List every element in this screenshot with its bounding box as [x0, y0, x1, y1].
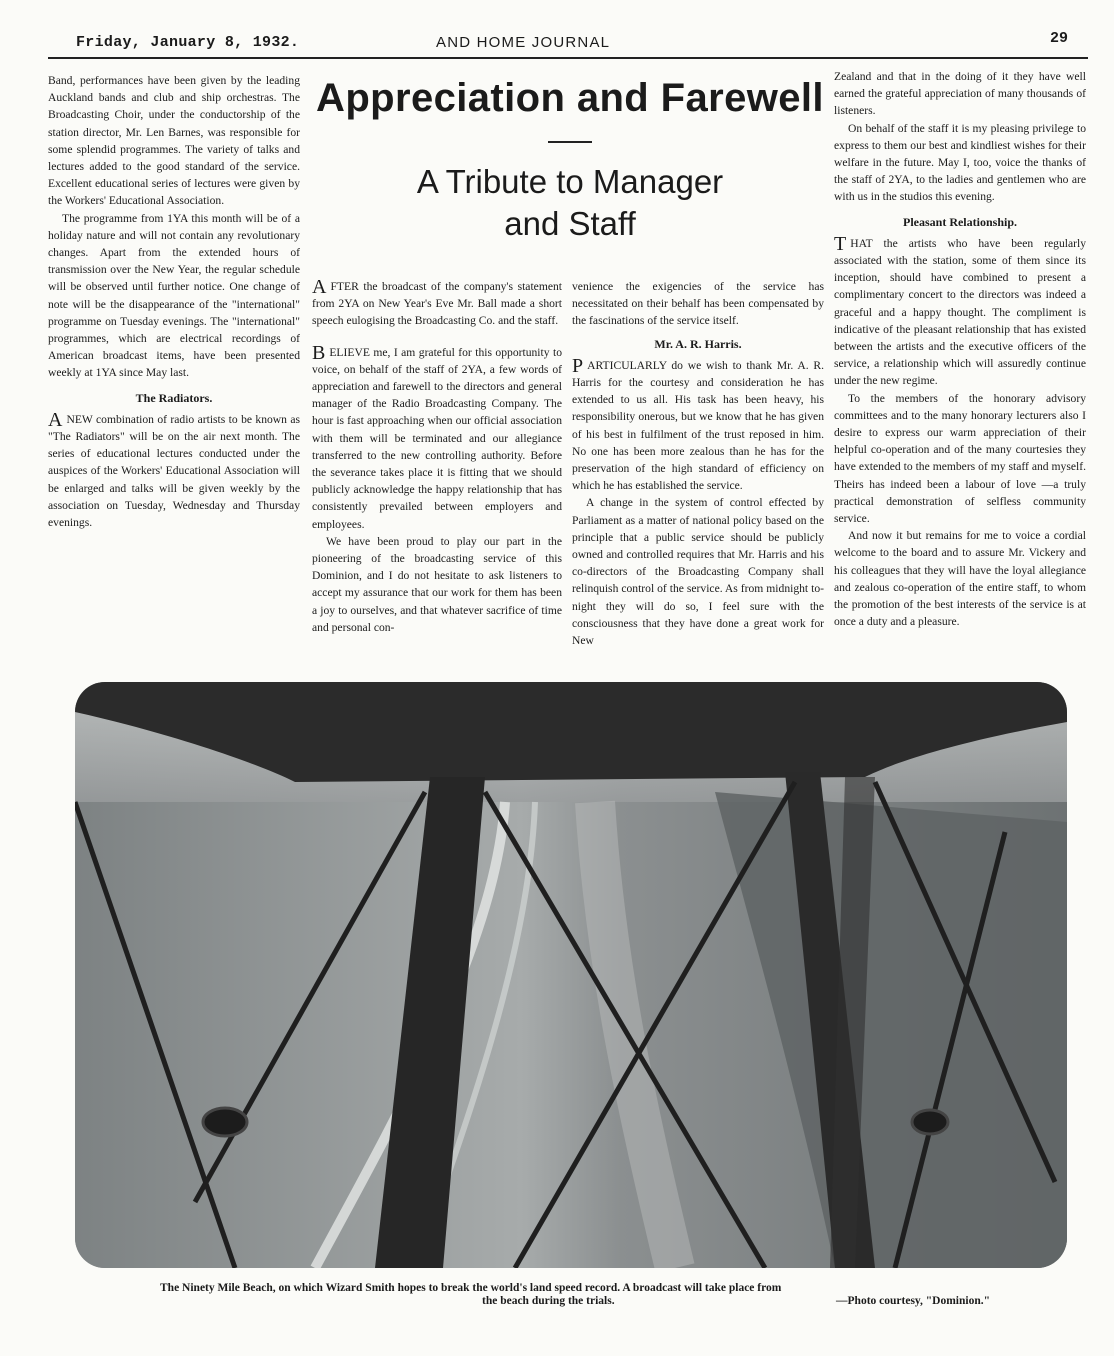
publication-name: AND HOME JOURNAL [436, 34, 611, 51]
photo-credit: —Photo courtesy, "Dominion." [836, 1295, 990, 1307]
page-number: 29 [1049, 30, 1068, 47]
col3-paragraph-1: venience the exigencies of the service has necessitated on their behalf has been compensated by the fascinations of the service itself. [572, 280, 824, 328]
article-title-block [316, 76, 824, 245]
photo-caption [160, 1282, 1000, 1308]
aerial-photo-beach [75, 682, 1067, 1268]
col4-paragraph-5: And now it but remains for me to voice a cordial welcome to the board and to assure Mr. Vickery and his colleagues that they will have the loyal allegiance and zealous co-operation of the entire staff, to whom the promotion of the best interests of the service is at once a duty and a pleasure. [834, 529, 1086, 629]
col3-heading-harris: Mr. A. R. Harris. [654, 336, 742, 351]
aerial-photo-illustration [75, 682, 1067, 1268]
column-1 [48, 72, 300, 531]
col4-paragraph-3: THAT the artists who have been regularly associated with the station, some of them since its inception, should have combined to present a complimentary concert to the directors was indeed a graceful and a happy thought. The compliment is indicative of the pleasant relationship that has existed between the artists and the executive officers of the service, a relationship which will assuredly continue under the new regime. [834, 232, 1086, 388]
column-3 [572, 278, 824, 649]
col2-paragraph-1: BELIEVE me, I am grateful for this opportunity to voice, on behalf of the staff of 2YA, a few words of appreciation and farewell to the directors and general manager of the Radio Broadcasting Company. The hour is fast approaching when our official association with them will be terminated and our allegiance transferred to the new controlling authority. Before the severance takes place it is fitting that we should publicly acknowledge the happy relationship that has consistently prevailed between employers and employees. [312, 341, 562, 531]
page-header [76, 30, 1068, 56]
col4-heading-relationship: Pleasant Relationship. [902, 214, 1017, 229]
col1-paragraph-1: Band, performances have been given by the leading Auckland bands and club and ship orchestras. The Broadcasting Choir, under the conductorship of the station director, Mr. Len Barnes, was responsible for some splendid programmes. The variety of talks and lectures added to the good standard of the service. Excellent educational series of lectures were given by the Workers' Educational Association. [48, 74, 300, 208]
drop-cap: A [48, 408, 63, 431]
col2-paragraph-2: We have been proud to play our part in the pioneering of the broadcasting service of this Dominion, and I do not hesitate to ask listeners to accept my assurance that our work for them has been a joy to ourselves, and that whatever sacrifice of time and personal con- [312, 534, 562, 634]
col1-paragraph-2: The programme from 1YA this month will be of a holiday nature and will not contain any revolutionary changes. Apart from the extended hours of transmission over the New Year, the regular schedule will be observed until further notice. One change of note will be the disappearance of the "international" programme on Tuesday evenings. The "international" programmes, which are electrical recordings of American broadcast items, have been presented weekly at 1YA since May last. [48, 211, 300, 380]
col1-heading-radiators: The Radiators. [135, 390, 213, 405]
drop-cap: P [572, 354, 584, 377]
column-2 [312, 278, 562, 636]
col4-paragraph-1: Zealand and that in the doing of it they have well earned the grateful appreciation of many thousands of listeners. [834, 70, 1086, 118]
header-rule [48, 57, 1088, 59]
col4-paragraph-4: To the members of the honorary advisory committees and to the many honorary lecturers also I desire to express our warm appreciation of their helpful co-operation and of the many courtesies they have extended to the members of my staff and myself. Theirs has indeed been a labour of love —a truly practical demonstration of selfless community service. [834, 391, 1086, 526]
drop-cap: T [834, 232, 847, 255]
col3-paragraph-3: A change in the system of control effected by Parliament as a matter of national policy based on the principle that a public service should be publicly owned and controlled requires that Mr. Harris and his co-directors of the Broadcasting Company shall relinquish control of the service. As from midnight to-night they will do so, I feel sure with the consciousness that they have done a great work for New [572, 496, 824, 648]
caption-line-2: the beach during the trials. [482, 1295, 615, 1307]
column-4 [834, 68, 1086, 631]
drop-cap: A [312, 276, 327, 298]
title-divider [548, 141, 592, 143]
col2-intro: AFTER the broadcast of the company's statement from 2YA on New Year's Eve Mr. Ball made a short speech eulogising the Broadcasting Co. and the staff. [312, 276, 562, 328]
article-subtitle: A Tribute to Manager and Staff [416, 163, 724, 242]
col1-paragraph-3: ANEW combination of radio artists to be known as "The Radiators" will be on the air next month. The series of educational lectures conducted under the auspices of the Workers' Educational Association will be enlarged and talks will be given weekly by the association on Tuesday, Wednesday and Thursday evenings. [48, 408, 300, 530]
article-title: Appreciation and Farewell [316, 76, 824, 120]
issue-date: Friday, January 8, 1932. [76, 34, 300, 51]
col3-paragraph-2: PARTICULARLY do we wish to thank Mr. A. R. Harris for the courtesy and consideration he has extended to us all. His task has been heavy, his responsibility onerous, but we know that he has given of his best in fulfilment of the trust reposed in him. No one has been more zealous than he has for the preservation of the high standard of efficiency on which he has established the service. [572, 354, 824, 493]
caption-line-1: The Ninety Mile Beach, on which Wizard Smith hopes to break the world's land speed record. A broadcast will take place from [160, 1282, 782, 1294]
drop-cap: B [312, 341, 326, 364]
col4-paragraph-2: On behalf of the staff it is my pleasing privilege to express to them our best and kindliest wishes for their welfare in the future. May I, too, voice the thanks of the staff of 2YA, to the ladies and gentlemen who are with us in the studios this evening. [834, 121, 1086, 204]
